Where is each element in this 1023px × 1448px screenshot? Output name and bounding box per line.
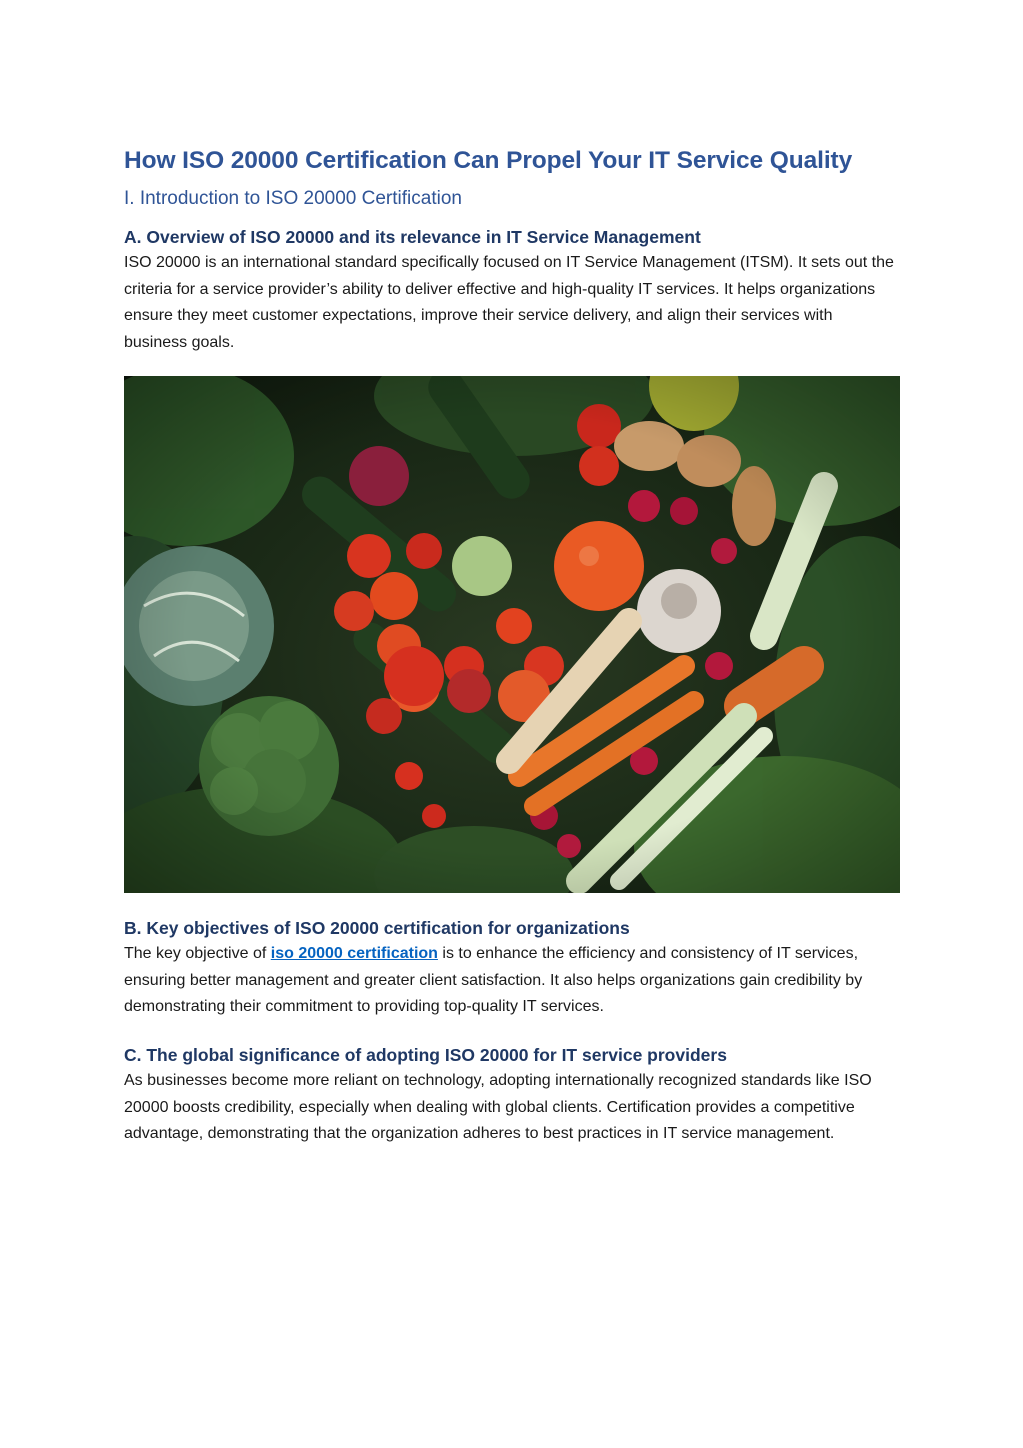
subsection-b-body-end: is to enhance the efficiency and consistency of IT services, ensuring better management and greater client satisfaction. It also helps organizations gain credibility by demonstrating their commitment to providing top-quality IT services. bbox=[124, 944, 863, 1016]
subsection-c-body: As businesses become more reliant on technology, adopting internationally recognized standards like ISO 20000 boosts credibility, especially when dealing with global clients. Certification provides a competitive advantage, demonstrating that the organization adheres to best practices in IT service management. bbox=[124, 1071, 872, 1143]
document-title: How ISO 20000 Certification Can Propel Your IT Service Quality bbox=[124, 147, 853, 174]
subsection-b-heading: B. Key objectives of ISO 20000 certification for organizations bbox=[124, 917, 630, 938]
subsection-a-body: ISO 20000 is an international standard specifically focused on IT Service Management (ITSM). It sets out the criteria for a service provider’s ability to deliver effective and high-quality IT services. It helps organizations ensure they meet customer expectations, improve their service delivery, and align their services with business goals. bbox=[124, 254, 894, 352]
subsection-b-body bbox=[124, 941, 900, 1021]
subsection-a-heading: A. Overview of ISO 20000 and its relevance in IT Service Management bbox=[124, 227, 701, 247]
vegetables-photo bbox=[124, 376, 900, 893]
document-page bbox=[124, 142, 900, 1148]
iso-certification-link[interactable]: iso 20000 certification bbox=[270, 944, 438, 962]
section-heading: I. Introduction to ISO 20000 Certification bbox=[124, 188, 462, 209]
subsection-b-body-start: The key objective of bbox=[124, 944, 271, 962]
subsection-c-heading: C. The global significance of adopting ISO 20000 for IT service providers bbox=[124, 1044, 727, 1065]
